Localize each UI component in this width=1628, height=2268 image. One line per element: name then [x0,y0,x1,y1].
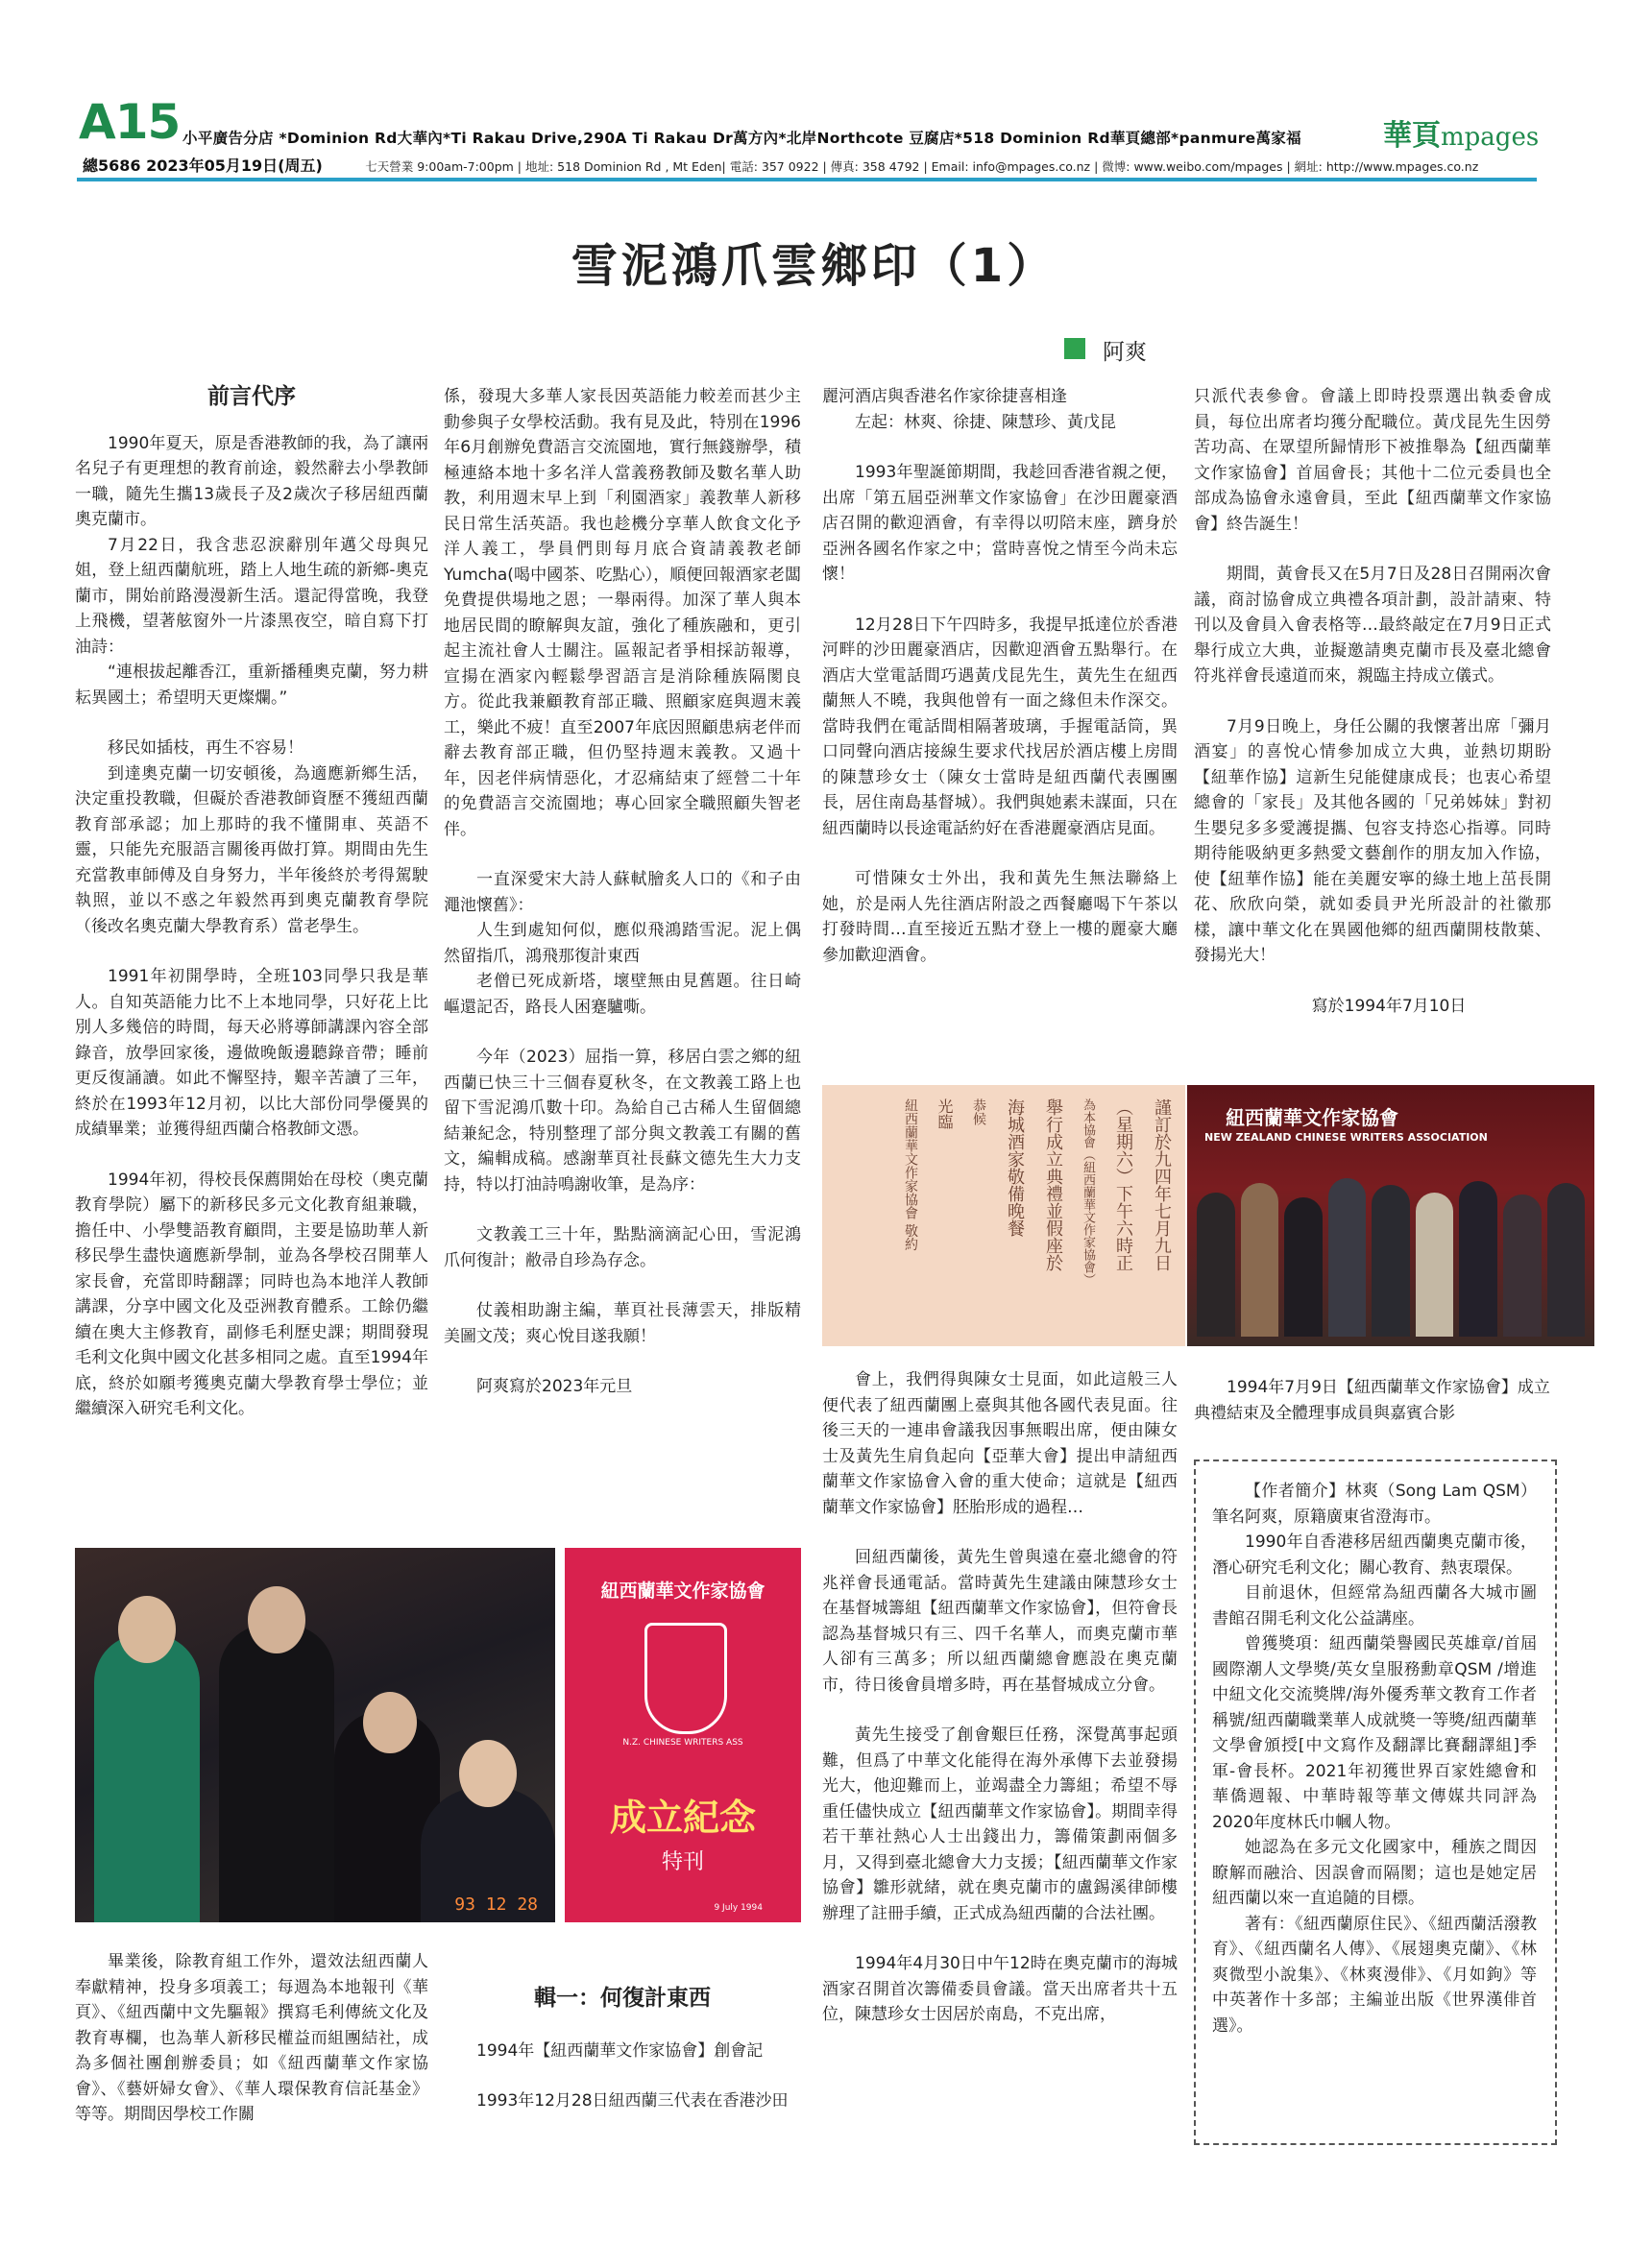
paragraph: 1993年12月28日紐西蘭三代表在香港沙田 [476,2091,789,2111]
paragraph: 可惜陳女士外出，我和黃先生無法聯絡上她，於是兩人先往酒店附設之西餐廳喝下午茶以打發時間…直至接近五點才登上一樓的麗豪大廳參加歡迎酒會。 [822,869,1178,965]
person-figure [94,1634,200,1922]
invite-line: 海城酒家敬備晚餐 [1005,1098,1025,1237]
poem-line: 仗義相助謝主編，華頁社長薄雲天，排版精美圖文茂；爽心悅目遂我願！ [444,1301,801,1346]
paragraph: 1993年聖誕節期間，我趁回香港省親之便，出席「第五屆亞洲華文作家協會」在沙田麗豪酒店召開的歡迎酒會，有幸得以叨陪末座，躋身於亞洲各國名作家之中；當時喜悅之情至今尚未忘懷！ [822,463,1178,584]
paragraph: 1994年初，得校長保薦開始在母校（奧克蘭教育學院）屬下的新移民多元文化教育組兼職，擔任中、小學雙語教育顧問，主要是協助華人新移民學生盡快適應新學制，並為各學校召開華人家長會，充當即時翻譯；同時也為本地洋人教師講課，分享中國文化及亞洲教育體系。工餘仍繼續在奧大主修教育，副修毛利歷史課；期間發現毛利文化與中國文化甚多相同之處。直至1994年底，終於如願考獲奧克蘭大學教育學士學位；並繼續深入研究毛利文化。 [75,1170,428,1418]
invite-line: 謹訂於九四年七月九日 [1152,1098,1172,1271]
paragraph: 係，發現大多華人家長因英語能力較差而甚少主動參與子女學校活動。我有見及此，特別在1996年6月創辦免費語言交流園地，實行無錢辦學，積極連絡本地十多名洋人當義務教師及數名華人助教，利用週末早上到「利園酒家」義教華人新移民日常生活英語。我也趁機分享華人飲食文化予洋人義工，學員們則每月底合資請義教老師Yumcha(喝中國茶、吃點心），順便回報酒家老闆免費提供場地之恩；一舉兩得。加深了華人與本地居民間的瞭解與友誼，強化了種族融和，更引起主流社會人士關注。區報記者爭相採訪報導，宣揚在酒家內輕鬆學習語言是消除種族隔閡良方。從此我兼顧教育部正職、照顧家庭與週末義工，樂此不疲！直至2007年底因照顧患病老伴而辭去教育部正職，但仍堅持週末義教。又過十年，因老伴病情惡化，才忍痛結束了經營二十年的免費語言交流園地；專心回家全職照顧失智老伴。 [444,387,801,839]
column-2-bottom [444,1986,801,2114]
article-author: 阿爽 [1103,340,1147,365]
paragraph: 12月28日下午四時多，我提早抵達位於香港河畔的沙田麗豪酒店，因歡迎酒會五點舉行。在酒店大堂電話間巧遇黃戊昆先生，黃先生在紐西蘭無人不曉，我與他曾有一面之緣但未作深交。當時我們在電話間相隔著玻璃，手握電話筒，異口同聲向酒店接線生要求代找居於酒店樓上房間的陳慧珍女士（陳女士當時是紐西蘭代表團團長，居住南島基督城）。我們與她素未謀面，只在紐西蘭時以長途電話約好在香港麗豪酒店見面。 [822,615,1178,838]
invitation-card-photo [822,1085,1185,1346]
card-title: 成立紀念 [609,1797,756,1839]
banner-cn: 紐西蘭華文作家協會 [1226,1106,1398,1129]
store-locations: 小平廣告分店 *Dominion Rd大華內*Ti Rakau Drive,290A Ti Rakau Dr萬方內*北岸Northcote 豆腐店*518 Dominion Rd華頁總部*panmure萬家福 [182,130,1301,147]
header-rule [77,178,1537,181]
column-1-bottom [75,1949,428,2128]
date-signature: 寫於1994年7月10日 [1311,996,1467,1016]
column-4-top [1194,384,1551,1019]
invite-line: 舉行成立典禮並假座於 [1043,1098,1063,1271]
paragraph: 1994年【紐西蘭華文作家協會】創會記 [476,2040,764,2061]
column-1 [75,384,428,1422]
bio-paragraph: 【作者簡介】林爽（Song Lam QSM）筆名阿爽，原籍廣東省澄海市。 [1212,1482,1537,1527]
bio-paragraph: 著有：《紐西蘭原住民》、《紐西蘭活潑教育》、《紐西蘭名人傳》、《展翅奧克蘭》、《林爽微型小說集》、《林爽漫俳》、《月如鉤》等中英著作十多部；主編並出版《世界漢俳首選》。 [1212,1914,1537,2036]
person-face [363,1692,417,1753]
column-3-bottom [822,1367,1178,2028]
card-header: 紐西蘭華文作家協會 [600,1580,765,1602]
issue-date: 總5686 2023年05月19日(周五) [83,157,323,175]
section-heading: 輯一：何復計東西 [534,1985,711,2011]
paragraph: 只派代表參會。會議上即時投票選出執委會成員，每位出席者均獲分配職位。黃戊昆先生因勞苦功高、在眾望所歸情形下被推舉為【紐西蘭華文作家協會】首屆會長；其他十二位元委員也全部成為協會永遠會員，至此【紐西蘭華文作家協會】終告誕生！ [1194,387,1551,534]
invite-line: 紐西蘭華文作家協會 敬約 [903,1098,918,1251]
paragraph: 1994年4月30日中午12時在奧克蘭市的海城酒家召開首次籌備委員會議。當天出席者共十五位，陳慧珍女士因居於南島，不克出席， [822,1954,1178,2024]
article-title: 雪泥鴻爪雲鄉印（1） [571,239,1057,293]
card-subtitle: 特刊 [661,1850,704,1874]
person-face [459,1740,517,1807]
signature-line: 阿爽寫於2023年元旦 [476,1377,633,1396]
invite-line: 恭候 [971,1098,986,1125]
paragraph: 1990年夏天，原是香港教師的我，為了讓兩名兒子有更理想的教育前途，毅然辭去小學教師一職，隨先生攜13歲長子及2歲次子移居紐西蘭奧克蘭市。 [75,433,428,529]
contact-info: 七天營業 9:00am-7:00pm | 地址: 518 Dominion Rd , Mt Eden| 電話: 357 0922 | 傳真: 358 4792 | Email: info@mpages.co.nz | 微博: www.weibo.com/mpages | 網址: http://www.mpages.co.nz [365,159,1479,174]
paragraph: 今年（2023）屈指一算，移居白雲之鄉的紐西蘭已快三十三個春夏秋冬，在文教義工路上也留下雪泥鴻爪數十印。為給自己古稀人生留個總結兼紀念，特別整理了部分與文教義工有關的舊文，編輯成稿。感謝華頁社長蘇文德先生大力支持，特以打油詩鳴謝收筆，是為序： [444,1048,801,1194]
poem-line: 老僧已死成新塔，壞壁無由見舊題。往日崎嶇還記否，路長人困蹇驢嘶。 [444,972,801,1017]
poem-line: 人生到處知何似，應似飛鴻踏雪泥。泥上偶然留指爪，鴻飛那復計東西 [444,921,801,966]
paragraph: 移民如插枝，再生不容易！ [108,738,304,758]
person-figure [219,1625,334,1922]
person-face [118,1596,176,1663]
bio-paragraph: 目前退休，但經常為紐西蘭各大城市圖書館召開毛利文化公益講座。 [1212,1583,1537,1629]
person-face [248,1586,305,1653]
column-2 [444,384,801,1400]
issue-info-line [83,154,1478,176]
bio-paragraph: 1990年自香港移居紐西蘭奧克蘭市後，潛心研究毛利文化；關心教育、熱衷環保。 [1212,1532,1537,1578]
mpages-logo[interactable] [1383,111,1539,154]
paragraph: 畢業後，除教育組工作外，還效法紐西蘭人奉獻精神，投身多項義工；每週為本地報刊《華頁》、《紐西蘭中文先驅報》撰寫毛利傳統文化及教育專欄，也為華人新移民權益而組團結社，成為多個社團創辦委員；如《紐西蘭華文作家協會》、《藝妍婦女會》、《華人環保教育信託基金》等等。期間因學校工作關 [75,1952,428,2124]
author-marker-icon [1064,338,1085,359]
preface-heading: 前言代序 [207,383,296,409]
invite-line: 為本協會（紐西蘭華文作家協會） [1081,1098,1095,1286]
paragraph: 一直深愛宋大詩人蘇軾膾炙人口的《和子由澠池懷舊》： [444,870,801,915]
group-photo [1187,1085,1594,1346]
logo-text: mpages [1441,123,1540,152]
card-logo-text: N.Z. CHINESE WRITERS ASS [622,1738,743,1748]
shield-logo-icon [644,1623,727,1734]
page-number: A15 [79,94,181,150]
invite-line: 光臨 [935,1098,954,1129]
commemorative-booklet-photo [565,1548,801,1922]
bio-paragraph: 她認為在多元文化國家中，種族之間因瞭解而融洽、因誤會而隔閡；這也是她定居紐西蘭以來一直追隨的目標。 [1212,1838,1537,1908]
banner-en: NEW ZEALAND CHINESE WRITERS ASSOCIATION [1204,1131,1488,1144]
paragraph: 回紐西蘭後，黃先生曾與遠在臺北總會的符兆祥會長通電話。當時黃先生建議由陳慧珍女士在基督城籌組【紐西蘭華文作家協會】，但符會長認為基督城只有三、四千名華人，而奧克蘭市華人卻有三萬多；所以紐西蘭總會應設在奧克蘭市，待日後會員增多時，再在基督城成立分會。 [822,1548,1178,1695]
paragraph: 7月22日，我含悲忍淚辭別年邁父母與兄姐，登上紐西蘭航班，踏上人地生疏的新鄉-奧克蘭市，開始前路漫漫新生活。還記得當晚，我登上飛機，望著舷窗外一片漆黑夜空，暗自寫下打油詩： [75,535,428,657]
paragraph: 黃先生接受了創會艱巨任務，深覺萬事起頭難，但爲了中華文化能得在海外承傳下去並發揚光大，他迎難而上，並竭盡全力籌組；希望不辱重任儘快成立【紐西蘭華文作家協會】。期間幸得若干華社熱心人士出錢出力，籌備策劃兩個多月，又得到臺北總會大力支援；【紐西蘭華文作家協會】雛形就緒，就在奧克蘭市的盧錫溪律師樓辦理了註冊手續，正式成為紐西蘭的合法社團。 [822,1725,1178,1923]
invite-line: （星期六）下午六時正 [1113,1098,1133,1271]
logo-mark: 華頁 [1383,119,1441,153]
author-bio [1212,1479,1537,2039]
paragraph: 1991年初開學時，全班103同學只我是華人。自知英語能力比不上本地同學，只好花上比別人多幾倍的時間，每天必將導師講課內容全部錄音，放學回家後，邊做晚飯邊聽錄音帶；睡前更反復誦讀。如此不懈堅持，艱辛苦讀了三年，終於在1993年12月初，以比大部份同學優異的成績畢業；並獲得紐西蘭合格教師文憑。 [75,967,428,1139]
bio-paragraph: 曾獲獎項：紐西蘭榮譽國民英雄章/首屆國際潮人文學獎/英女皇服務勳章QSM /增進中紐文化交流獎牌/海外優秀華文教育工作者稱號/紐西蘭職業華人成就獎一等獎/紐西蘭華文學會頒授[中文寫作及翻譯比賽翻譯組]季軍-會長杯。2021年初獲世界百家姓總會和華僑週報、中華時報等華文傳媒共同評為2020年度林氏巾幗人物。 [1212,1634,1537,1832]
group-photo-caption: 1994年7月9日【紐西蘭華文作家協會】成立典禮結束及全體理事成員與嘉賓合影 [1194,1378,1550,1423]
column-3-top [822,384,1178,968]
people-row [1197,1169,1585,1337]
paragraph: 7月9日晚上，身任公關的我懷著出席「彌月酒宴」的喜悅心情參加成立大典，並熱切期盼【紐華作協】這新生兒能健康成長；也衷心希望總會的「家長」及其他各國的「兄弟姊妹」對初生嬰兒多多愛護提攜、包容支持恣心指導。同時期待能吸納更多熱愛文藝創作的朋友加入作協，使【紐華作協】能在美麗安寧的綠土地上茁長開花、欣欣向榮，就如委員尹光所設計的社徽那樣，讓中華文化在異國他鄉的紐西蘭開枝散葉、發揚光大！ [1194,716,1551,965]
card-date: 9 July 1994 [714,1903,763,1913]
paragraph: 期間，黃會長又在5月7日及28日召開兩次會議，商討協會成立典禮各項計劃，設計請柬、特刊以及會員入會表格等…最終敲定在7月9日正式舉行成立大典，並擬邀請奧克蘭市長及臺北總會符兆祥會長遠道而來，親臨主持成立儀式。 [1194,565,1551,686]
paragraph: 會上，我們得與陳女士見面，如此這般三人便代表了紐西蘭團上臺與其他各國代表見面。往後三天的一連串會議我因事無暇出席，便由陳女士及黃先生肩負起向【亞華大會】提出申請紐西蘭華文作家協會入會的重大使命；這就是【紐西蘭華文作家協會】胚胎形成的過程… [822,1370,1178,1517]
paragraph: 到達奧克蘭一切安頓後，為適應新鄉生活，決定重投教職，但礙於香港教師資歷不獲紐西蘭教育部承認；加上那時的我不懂開車、英語不靈，只能先充服語言關後再做打算。期間由先生充當教車師傅及自身努力，半年後終於考得駕駛執照，並以不惑之年毅然再到奧克蘭教育學院（後改名奧克蘭大學教育系）當老學生。 [75,763,428,936]
date-stamp: 93 12 28 [454,1894,538,1915]
poem-line: 文教義工三十年，點點滴滴記心田，雪泥鴻爪何復計；敝帚自珍為存念。 [444,1225,801,1270]
caption: 麗河酒店與香港名作家徐捷喜相逢 [822,387,1067,406]
paragraph: “連根拔起離香江，重新播種奧克蘭，努力耕耘異國土；希望明天更燦爛。” [75,663,428,708]
four-people-photo [75,1548,555,1922]
caption: 左起：林爽、徐捷、陳慧珍、黃戊昆 [855,412,1116,432]
